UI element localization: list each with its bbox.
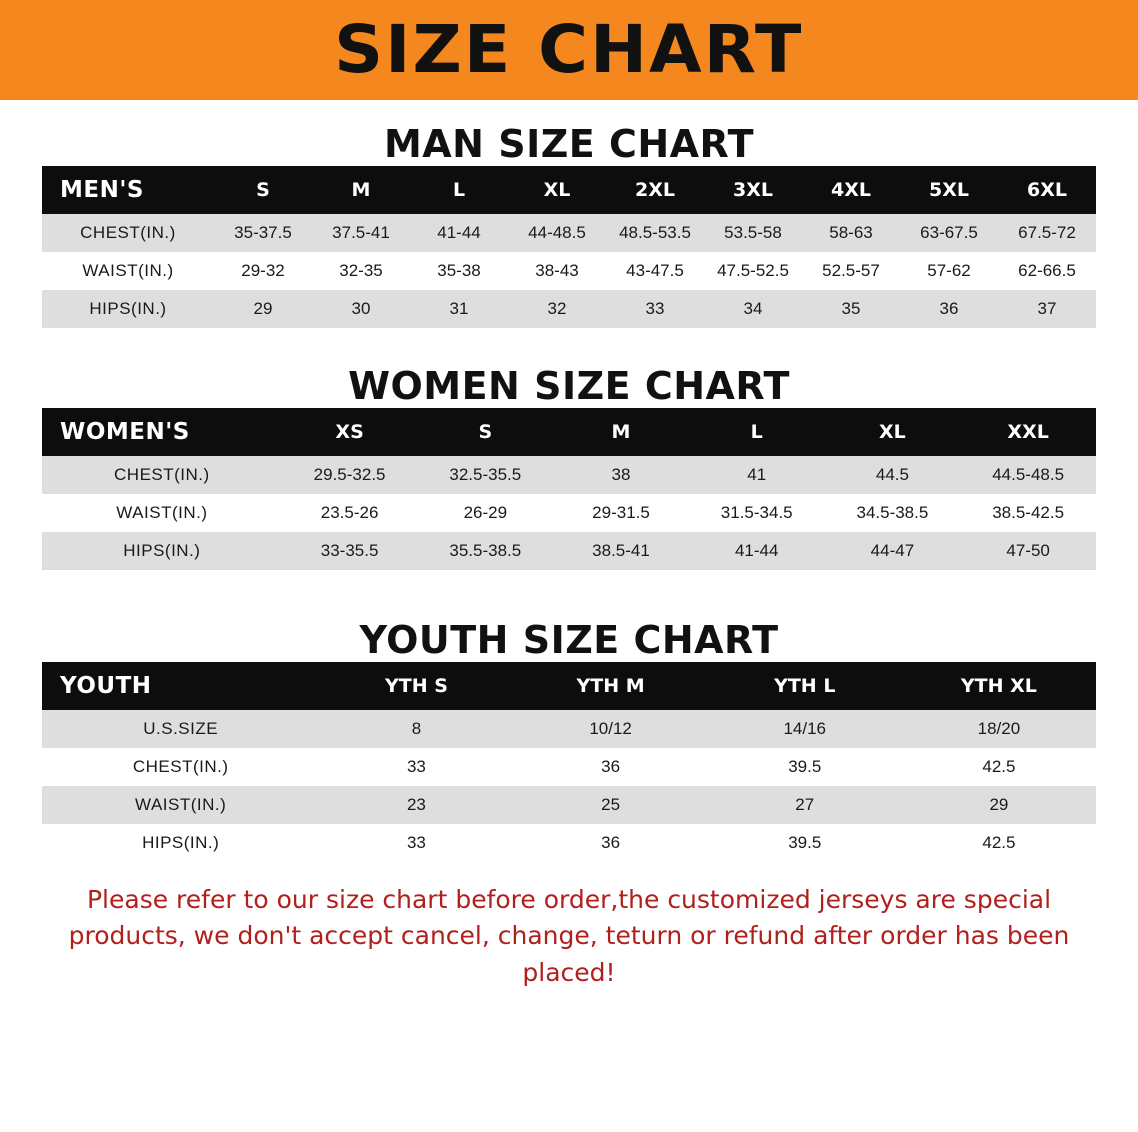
table-cell: 33 <box>319 748 513 786</box>
table-header-row <box>42 408 1096 456</box>
table-cell: 8 <box>319 710 513 748</box>
table-cell: 53.5-58 <box>704 214 802 252</box>
table-cell: 34.5-38.5 <box>825 494 961 532</box>
row-label: HIPS(IN.) <box>42 824 319 862</box>
youth-section-title: YOUTH SIZE CHART <box>359 618 779 662</box>
table-cell: 37 <box>998 290 1096 328</box>
row-label: WAIST(IN.) <box>42 494 282 532</box>
table-cell: 18/20 <box>902 710 1096 748</box>
table-cell: 62-66.5 <box>998 252 1096 290</box>
column-header: WOMEN'S <box>42 408 282 456</box>
table-cell: 31 <box>410 290 508 328</box>
youth-size-table <box>42 662 1096 862</box>
table-header-row <box>42 662 1096 710</box>
table-row <box>42 290 1096 328</box>
table-row <box>42 786 1096 824</box>
table-cell: 44.5 <box>825 456 961 494</box>
table-cell: 38-43 <box>508 252 606 290</box>
column-header: YOUTH <box>42 662 319 710</box>
man-section-title: MAN SIZE CHART <box>383 122 755 166</box>
table-cell: 41 <box>689 456 825 494</box>
row-label: U.S.SIZE <box>42 710 319 748</box>
table-cell: 36 <box>900 290 998 328</box>
table-cell: 32-35 <box>312 252 410 290</box>
column-header: YTH M <box>514 662 708 710</box>
table-cell: 29-32 <box>214 252 312 290</box>
table-cell: 43-47.5 <box>606 252 704 290</box>
table-cell: 33-35.5 <box>282 532 418 570</box>
women-table-wrap <box>42 408 1096 570</box>
column-header: S <box>214 166 312 214</box>
table-cell: 29-31.5 <box>553 494 689 532</box>
column-header: YTH S <box>319 662 513 710</box>
table-cell: 67.5-72 <box>998 214 1096 252</box>
column-header: XL <box>825 408 961 456</box>
column-header: 2XL <box>606 166 704 214</box>
table-cell: 33 <box>319 824 513 862</box>
table-cell: 34 <box>704 290 802 328</box>
column-header: MEN'S <box>42 166 214 214</box>
column-header: 6XL <box>998 166 1096 214</box>
column-header: M <box>312 166 410 214</box>
table-cell: 47-50 <box>960 532 1096 570</box>
column-header: M <box>553 408 689 456</box>
row-label: CHEST(IN.) <box>42 214 214 252</box>
table-row <box>42 824 1096 862</box>
table-row <box>42 532 1096 570</box>
table-cell: 33 <box>606 290 704 328</box>
column-header: 4XL <box>802 166 900 214</box>
table-cell: 26-29 <box>417 494 553 532</box>
man-table-wrap <box>42 166 1096 328</box>
table-cell: 44-48.5 <box>508 214 606 252</box>
women-section-title: WOMEN SIZE CHART <box>348 364 790 408</box>
table-cell: 14/16 <box>708 710 902 748</box>
table-cell: 27 <box>708 786 902 824</box>
table-cell: 23 <box>319 786 513 824</box>
table-cell: 32 <box>508 290 606 328</box>
table-cell: 42.5 <box>902 824 1096 862</box>
column-header: L <box>410 166 508 214</box>
row-label: CHEST(IN.) <box>42 456 282 494</box>
table-cell: 37.5-41 <box>312 214 410 252</box>
youth-table-wrap <box>42 662 1096 862</box>
table-row <box>42 494 1096 532</box>
footer-disclaimer: Please refer to our size chart before order,the customized jerseys are special products, we don't accept cancel, change, teturn or refund after order has been placed! <box>68 885 1070 987</box>
table-cell: 58-63 <box>802 214 900 252</box>
table-cell: 39.5 <box>708 748 902 786</box>
table-cell: 44-47 <box>825 532 961 570</box>
table-cell: 41-44 <box>689 532 825 570</box>
man-size-table <box>42 166 1096 328</box>
column-header: XS <box>282 408 418 456</box>
table-cell: 48.5-53.5 <box>606 214 704 252</box>
column-header: YTH XL <box>902 662 1096 710</box>
row-label: HIPS(IN.) <box>42 290 214 328</box>
women-size-table <box>42 408 1096 570</box>
table-cell: 31.5-34.5 <box>689 494 825 532</box>
table-cell: 29 <box>902 786 1096 824</box>
table-cell: 32.5-35.5 <box>417 456 553 494</box>
top-banner <box>0 0 1138 100</box>
table-cell: 52.5-57 <box>802 252 900 290</box>
row-label: HIPS(IN.) <box>42 532 282 570</box>
table-row <box>42 252 1096 290</box>
table-cell: 63-67.5 <box>900 214 998 252</box>
table-cell: 36 <box>514 824 708 862</box>
column-header: XL <box>508 166 606 214</box>
table-cell: 44.5-48.5 <box>960 456 1096 494</box>
table-cell: 38 <box>553 456 689 494</box>
table-row <box>42 710 1096 748</box>
column-header: XXL <box>960 408 1096 456</box>
table-cell: 38.5-41 <box>553 532 689 570</box>
table-cell: 47.5-52.5 <box>704 252 802 290</box>
row-label: WAIST(IN.) <box>42 252 214 290</box>
table-cell: 29.5-32.5 <box>282 456 418 494</box>
table-cell: 10/12 <box>514 710 708 748</box>
table-cell: 36 <box>514 748 708 786</box>
table-cell: 42.5 <box>902 748 1096 786</box>
table-cell: 57-62 <box>900 252 998 290</box>
table-header-row <box>42 166 1096 214</box>
table-cell: 35.5-38.5 <box>417 532 553 570</box>
column-header: YTH L <box>708 662 902 710</box>
table-cell: 38.5-42.5 <box>960 494 1096 532</box>
table-cell: 35-38 <box>410 252 508 290</box>
table-cell: 25 <box>514 786 708 824</box>
table-row <box>42 456 1096 494</box>
table-cell: 41-44 <box>410 214 508 252</box>
row-label: WAIST(IN.) <box>42 786 319 824</box>
column-header: 5XL <box>900 166 998 214</box>
table-row <box>42 748 1096 786</box>
table-row <box>42 214 1096 252</box>
table-cell: 35 <box>802 290 900 328</box>
table-cell: 23.5-26 <box>282 494 418 532</box>
column-header: 3XL <box>704 166 802 214</box>
banner-title: SIZE CHART <box>334 11 804 88</box>
table-cell: 39.5 <box>708 824 902 862</box>
column-header: L <box>689 408 825 456</box>
column-header: S <box>417 408 553 456</box>
table-cell: 29 <box>214 290 312 328</box>
row-label: CHEST(IN.) <box>42 748 319 786</box>
table-cell: 35-37.5 <box>214 214 312 252</box>
table-cell: 30 <box>312 290 410 328</box>
